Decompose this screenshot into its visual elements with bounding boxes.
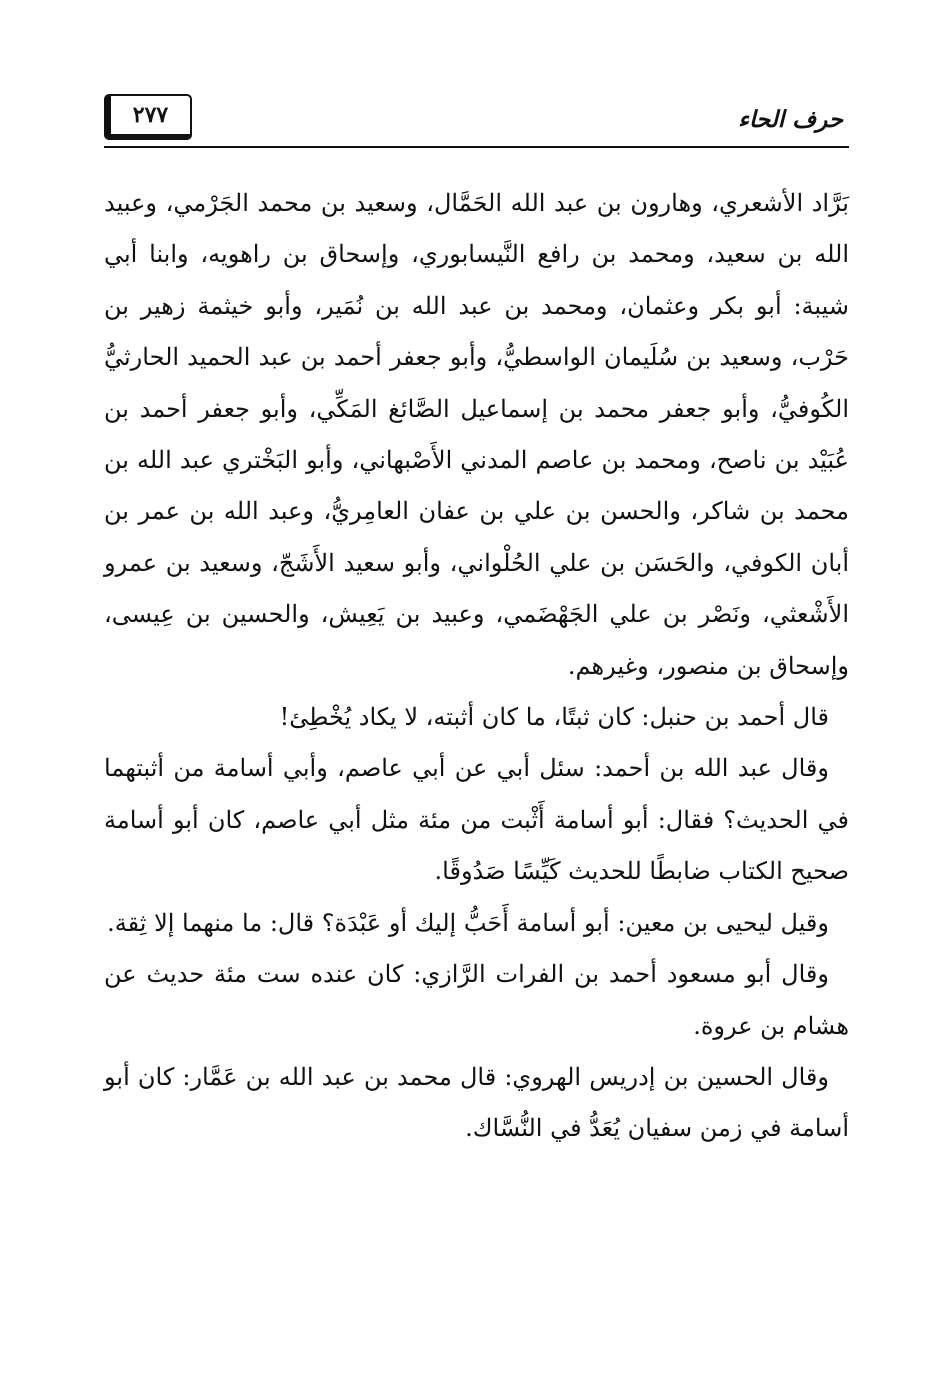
paragraph-husayn-quote: وقال الحسين بن إدريس الهروي: قال محمد بن عبد الله بن عَمَّار: كان أبو أسامة في زمن سفيان يُعَدُّ في النُّسَّاك.	[104, 1062, 849, 1143]
paragraph-abdullah-quote: وقال عبد الله بن أحمد: سئل أبي عن أبي عاصم، وأبي أسامة من أثبتهما في الحديث؟ فقال: أبو أسامة أَثْبت من مئة مثل أبي عاصم، كان أبو أسامة صحيح الكتاب ضابطًا للحديث كَيِّسًا صَدُوقًا.	[104, 754, 849, 886]
header-rule	[104, 146, 849, 148]
paragraph-yahya-quote: وقيل ليحيى بن معين: أبو أسامة أَحَبُّ إليك أو عَبْدَة؟ قال: ما منهما إلا ثِقة.	[107, 908, 829, 937]
paragraph-ahmad-quote: قال أحمد بن حنبل: كان ثبتًا، ما كان أثبته، لا يكاد يُخْطِئ!	[279, 703, 829, 732]
paragraph-abu-masud-quote: وقال أبو مسعود أحمد بن الفرات الرَّازي: كان عنده ست مئة حديث عن هشام بن عروة.	[104, 960, 849, 1040]
paragraph-narrators-list: بَرَّاد الأشعري، وهارون بن عبد الله الحَمَّال، وسعيد بن محمد الجَرْمي، وعبيد الله بن سعيد، ومحمد بن رافع النَّيسابوري، وإسحاق بن راهويه، وابنا أبي شيبة: أبو بكر وعثمان، ومحمد بن عبد الله بن نُمَير، وأبو خيثمة زهير بن حَرْب، وسعيد بن سُلَيمان الواسطيُّ، وأبو جعفر أحمد بن عبد الحميد الحارثيُّ الكُوفيُّ، وأبو جعفر محمد بن إسماعيل الصَّائغ المَكِّي، وأبو جعفر أحمد بن عُبَيْد بن ناصح، ومحمد بن عاصم المدني الأَصْبهاني، وأبو البَخْتري عبد الله بن محمد بن شاكر، والحسن بن علي بن عفان العامِريُّ، وعبد الله بن عمر بن أبان الكوفي، والحَسَن بن علي الحُلْواني، وأبو سعيد الأَشَجّ، وسعيد بن عمرو الأَشْعثي، ونَصْر بن علي الجَهْضَمي، وعبيد بن يَعِيش، والحسين بن عِيسى، وإسحاق بن منصور، وغيرهم.	[104, 189, 850, 680]
page-number: ٢٧٧	[104, 94, 192, 140]
chapter-title: حرف الحاء	[738, 106, 843, 133]
running-header	[104, 86, 849, 148]
main-text	[104, 178, 849, 1155]
